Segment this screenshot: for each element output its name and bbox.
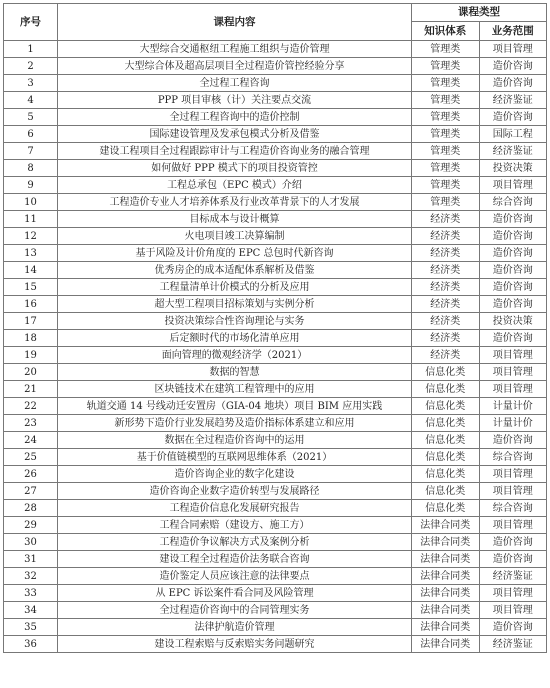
row-business-scope: 经济鉴证 bbox=[479, 92, 547, 109]
row-knowledge-system: 信息化类 bbox=[412, 483, 480, 500]
table-row bbox=[4, 432, 547, 449]
table-row bbox=[4, 228, 547, 245]
row-knowledge-system: 管理类 bbox=[412, 143, 480, 160]
table-header bbox=[4, 4, 547, 41]
row-knowledge-system: 法律合同类 bbox=[412, 602, 480, 619]
table-row bbox=[4, 75, 547, 92]
row-number: 19 bbox=[4, 347, 58, 364]
row-knowledge-system: 经济类 bbox=[412, 296, 480, 313]
row-business-scope: 计量计价 bbox=[479, 415, 547, 432]
row-course-name: 全过程造价咨询中的合同管理实务 bbox=[58, 602, 412, 619]
row-number: 22 bbox=[4, 398, 58, 415]
row-knowledge-system: 信息化类 bbox=[412, 500, 480, 517]
table-row bbox=[4, 177, 547, 194]
row-knowledge-system: 经济类 bbox=[412, 262, 480, 279]
row-business-scope: 造价咨询 bbox=[479, 619, 547, 636]
row-business-scope: 造价咨询 bbox=[479, 432, 547, 449]
row-course-name: 新形势下造价行业发展趋势及造价指标体系建立和应用 bbox=[58, 415, 412, 432]
header-course-type: 课程类型 bbox=[412, 4, 547, 22]
row-course-name: 面向管理的微观经济学（2021） bbox=[58, 347, 412, 364]
row-course-name: 轨道交通 14 号线动迁安置房（GIA-04 地块）项目 BIM 应用实践 bbox=[58, 398, 412, 415]
row-business-scope: 项目管理 bbox=[479, 517, 547, 534]
row-number: 27 bbox=[4, 483, 58, 500]
row-knowledge-system: 信息化类 bbox=[412, 398, 480, 415]
table-row bbox=[4, 364, 547, 381]
table-row bbox=[4, 92, 547, 109]
row-business-scope: 项目管理 bbox=[479, 466, 547, 483]
table-row bbox=[4, 534, 547, 551]
row-number: 15 bbox=[4, 279, 58, 296]
row-business-scope: 造价咨询 bbox=[479, 228, 547, 245]
row-number: 31 bbox=[4, 551, 58, 568]
row-knowledge-system: 经济类 bbox=[412, 330, 480, 347]
row-number: 1 bbox=[4, 41, 58, 58]
row-course-name: 数据在全过程造价咨询中的运用 bbox=[58, 432, 412, 449]
row-number: 23 bbox=[4, 415, 58, 432]
table-body bbox=[4, 41, 547, 653]
row-number: 13 bbox=[4, 245, 58, 262]
table-row bbox=[4, 41, 547, 58]
row-knowledge-system: 经济类 bbox=[412, 228, 480, 245]
row-knowledge-system: 经济类 bbox=[412, 279, 480, 296]
row-number: 14 bbox=[4, 262, 58, 279]
row-knowledge-system: 法律合同类 bbox=[412, 517, 480, 534]
row-course-name: 数据的智慧 bbox=[58, 364, 412, 381]
table-row bbox=[4, 126, 547, 143]
table-row bbox=[4, 636, 547, 653]
row-knowledge-system: 法律合同类 bbox=[412, 636, 480, 653]
header-knowledge-system: 知识体系 bbox=[412, 22, 480, 41]
row-business-scope: 造价咨询 bbox=[479, 58, 547, 75]
row-course-name: 从 EPC 诉讼案件看合同及风险管理 bbox=[58, 585, 412, 602]
row-number: 8 bbox=[4, 160, 58, 177]
row-number: 33 bbox=[4, 585, 58, 602]
row-course-name: 基于价值链模型的互联网思维体系（2021） bbox=[58, 449, 412, 466]
row-number: 7 bbox=[4, 143, 58, 160]
row-business-scope: 造价咨询 bbox=[479, 330, 547, 347]
row-course-name: 工程量清单计价模式的分析及应用 bbox=[58, 279, 412, 296]
row-course-name: 火电项目竣工决算编制 bbox=[58, 228, 412, 245]
row-course-name: 工程合同索赔（建设方、施工方） bbox=[58, 517, 412, 534]
row-number: 25 bbox=[4, 449, 58, 466]
row-course-name: 优秀房企的成本适配体系解析及借鉴 bbox=[58, 262, 412, 279]
row-course-name: PPP 项目审核（计）关注要点交流 bbox=[58, 92, 412, 109]
row-knowledge-system: 管理类 bbox=[412, 160, 480, 177]
row-business-scope: 造价咨询 bbox=[479, 296, 547, 313]
table-row bbox=[4, 517, 547, 534]
row-number: 26 bbox=[4, 466, 58, 483]
row-number: 3 bbox=[4, 75, 58, 92]
row-course-name: 建设工程项目全过程跟踪审计与工程造价咨询业务的融合管理 bbox=[58, 143, 412, 160]
row-business-scope: 造价咨询 bbox=[479, 211, 547, 228]
row-knowledge-system: 经济类 bbox=[412, 313, 480, 330]
row-business-scope: 项目管理 bbox=[479, 41, 547, 58]
row-knowledge-system: 管理类 bbox=[412, 75, 480, 92]
row-knowledge-system: 管理类 bbox=[412, 41, 480, 58]
row-knowledge-system: 法律合同类 bbox=[412, 585, 480, 602]
row-number: 17 bbox=[4, 313, 58, 330]
table-row bbox=[4, 381, 547, 398]
row-business-scope: 项目管理 bbox=[479, 347, 547, 364]
row-number: 10 bbox=[4, 194, 58, 211]
table-row bbox=[4, 449, 547, 466]
row-number: 12 bbox=[4, 228, 58, 245]
row-knowledge-system: 经济类 bbox=[412, 245, 480, 262]
row-business-scope: 经济鉴证 bbox=[479, 143, 547, 160]
row-number: 34 bbox=[4, 602, 58, 619]
table-row bbox=[4, 466, 547, 483]
row-number: 30 bbox=[4, 534, 58, 551]
row-course-name: 建设工程全过程造价法务联合咨询 bbox=[58, 551, 412, 568]
table-row bbox=[4, 313, 547, 330]
row-number: 20 bbox=[4, 364, 58, 381]
table-row bbox=[4, 194, 547, 211]
row-business-scope: 造价咨询 bbox=[479, 262, 547, 279]
course-table bbox=[3, 3, 547, 653]
row-number: 6 bbox=[4, 126, 58, 143]
row-course-name: 工程造价信息化发展研究报告 bbox=[58, 500, 412, 517]
table-row bbox=[4, 245, 547, 262]
row-business-scope: 造价咨询 bbox=[479, 109, 547, 126]
row-knowledge-system: 管理类 bbox=[412, 194, 480, 211]
row-business-scope: 计量计价 bbox=[479, 398, 547, 415]
row-knowledge-system: 信息化类 bbox=[412, 364, 480, 381]
row-business-scope: 投资决策 bbox=[479, 313, 547, 330]
table-row bbox=[4, 143, 547, 160]
row-knowledge-system: 法律合同类 bbox=[412, 534, 480, 551]
row-course-name: 全过程工程咨询 bbox=[58, 75, 412, 92]
row-number: 4 bbox=[4, 92, 58, 109]
course-table-container bbox=[3, 3, 547, 653]
row-number: 21 bbox=[4, 381, 58, 398]
row-course-name: 工程造价专业人才培养体系及行业改革背景下的人才发展 bbox=[58, 194, 412, 211]
row-business-scope: 造价咨询 bbox=[479, 279, 547, 296]
table-row bbox=[4, 262, 547, 279]
row-business-scope: 造价咨询 bbox=[479, 534, 547, 551]
row-course-name: 法律护航造价管理 bbox=[58, 619, 412, 636]
header-no: 序号 bbox=[4, 4, 58, 41]
row-knowledge-system: 法律合同类 bbox=[412, 551, 480, 568]
row-business-scope: 经济鉴证 bbox=[479, 568, 547, 585]
row-number: 16 bbox=[4, 296, 58, 313]
table-row bbox=[4, 398, 547, 415]
row-knowledge-system: 法律合同类 bbox=[412, 619, 480, 636]
row-course-name: 基于风险及计价角度的 EPC 总包时代新咨询 bbox=[58, 245, 412, 262]
row-course-name: 大型综合体及超高层项目全过程造价管控经验分享 bbox=[58, 58, 412, 75]
row-number: 35 bbox=[4, 619, 58, 636]
row-knowledge-system: 信息化类 bbox=[412, 415, 480, 432]
row-business-scope: 投资决策 bbox=[479, 160, 547, 177]
row-course-name: 工程造价争议解决方式及案例分析 bbox=[58, 534, 412, 551]
row-course-name: 工程总承包（EPC 模式）介绍 bbox=[58, 177, 412, 194]
table-row bbox=[4, 330, 547, 347]
row-number: 28 bbox=[4, 500, 58, 517]
row-course-name: 造价咨询企业的数字化建设 bbox=[58, 466, 412, 483]
row-knowledge-system: 信息化类 bbox=[412, 466, 480, 483]
table-row bbox=[4, 602, 547, 619]
table-row bbox=[4, 619, 547, 636]
row-business-scope: 项目管理 bbox=[479, 585, 547, 602]
row-knowledge-system: 经济类 bbox=[412, 347, 480, 364]
row-business-scope: 造价咨询 bbox=[479, 75, 547, 92]
row-business-scope: 综合咨询 bbox=[479, 194, 547, 211]
table-row bbox=[4, 585, 547, 602]
table-row bbox=[4, 296, 547, 313]
row-business-scope: 国际工程 bbox=[479, 126, 547, 143]
row-knowledge-system: 管理类 bbox=[412, 58, 480, 75]
row-business-scope: 项目管理 bbox=[479, 177, 547, 194]
row-knowledge-system: 信息化类 bbox=[412, 432, 480, 449]
table-row bbox=[4, 568, 547, 585]
row-course-name: 造价咨询企业数字造价转型与发展路径 bbox=[58, 483, 412, 500]
table-row bbox=[4, 211, 547, 228]
row-course-name: 后定额时代的市场化清单应用 bbox=[58, 330, 412, 347]
header-business-scope: 业务范围 bbox=[479, 22, 547, 41]
row-number: 5 bbox=[4, 109, 58, 126]
row-course-name: 全过程工程咨询中的造价控制 bbox=[58, 109, 412, 126]
row-course-name: 目标成本与设计概算 bbox=[58, 211, 412, 228]
row-business-scope: 项目管理 bbox=[479, 381, 547, 398]
row-course-name: 超大型工程项目招标策划与实例分析 bbox=[58, 296, 412, 313]
row-course-name: 投资决策综合性咨询理论与实务 bbox=[58, 313, 412, 330]
row-course-name: 区块链技术在建筑工程管理中的应用 bbox=[58, 381, 412, 398]
row-knowledge-system: 管理类 bbox=[412, 109, 480, 126]
header-course-content: 课程内容 bbox=[58, 4, 412, 41]
row-business-scope: 造价咨询 bbox=[479, 551, 547, 568]
row-course-name: 造价鉴定人员应该注意的法律要点 bbox=[58, 568, 412, 585]
row-course-name: 如何做好 PPP 模式下的项目投资管控 bbox=[58, 160, 412, 177]
table-row bbox=[4, 500, 547, 517]
row-knowledge-system: 法律合同类 bbox=[412, 568, 480, 585]
row-number: 2 bbox=[4, 58, 58, 75]
row-business-scope: 项目管理 bbox=[479, 364, 547, 381]
row-knowledge-system: 经济类 bbox=[412, 211, 480, 228]
table-row bbox=[4, 415, 547, 432]
table-row bbox=[4, 160, 547, 177]
row-business-scope: 经济鉴证 bbox=[479, 636, 547, 653]
row-number: 9 bbox=[4, 177, 58, 194]
row-business-scope: 综合咨询 bbox=[479, 500, 547, 517]
row-number: 24 bbox=[4, 432, 58, 449]
table-row bbox=[4, 109, 547, 126]
row-knowledge-system: 信息化类 bbox=[412, 381, 480, 398]
table-row bbox=[4, 483, 547, 500]
row-knowledge-system: 信息化类 bbox=[412, 449, 480, 466]
table-row bbox=[4, 279, 547, 296]
row-number: 32 bbox=[4, 568, 58, 585]
row-business-scope: 项目管理 bbox=[479, 602, 547, 619]
row-knowledge-system: 管理类 bbox=[412, 177, 480, 194]
row-business-scope: 造价咨询 bbox=[479, 245, 547, 262]
row-number: 36 bbox=[4, 636, 58, 653]
row-number: 29 bbox=[4, 517, 58, 534]
table-row bbox=[4, 551, 547, 568]
row-business-scope: 项目管理 bbox=[479, 483, 547, 500]
row-knowledge-system: 管理类 bbox=[412, 126, 480, 143]
row-course-name: 大型综合交通枢纽工程施工组织与造价管理 bbox=[58, 41, 412, 58]
table-row bbox=[4, 347, 547, 364]
row-knowledge-system: 管理类 bbox=[412, 92, 480, 109]
row-number: 18 bbox=[4, 330, 58, 347]
row-number: 11 bbox=[4, 211, 58, 228]
row-business-scope: 综合咨询 bbox=[479, 449, 547, 466]
table-row bbox=[4, 58, 547, 75]
row-course-name: 建设工程索赔与反索赔实务问题研究 bbox=[58, 636, 412, 653]
row-course-name: 国际建设管理及发承包模式分析及借鉴 bbox=[58, 126, 412, 143]
